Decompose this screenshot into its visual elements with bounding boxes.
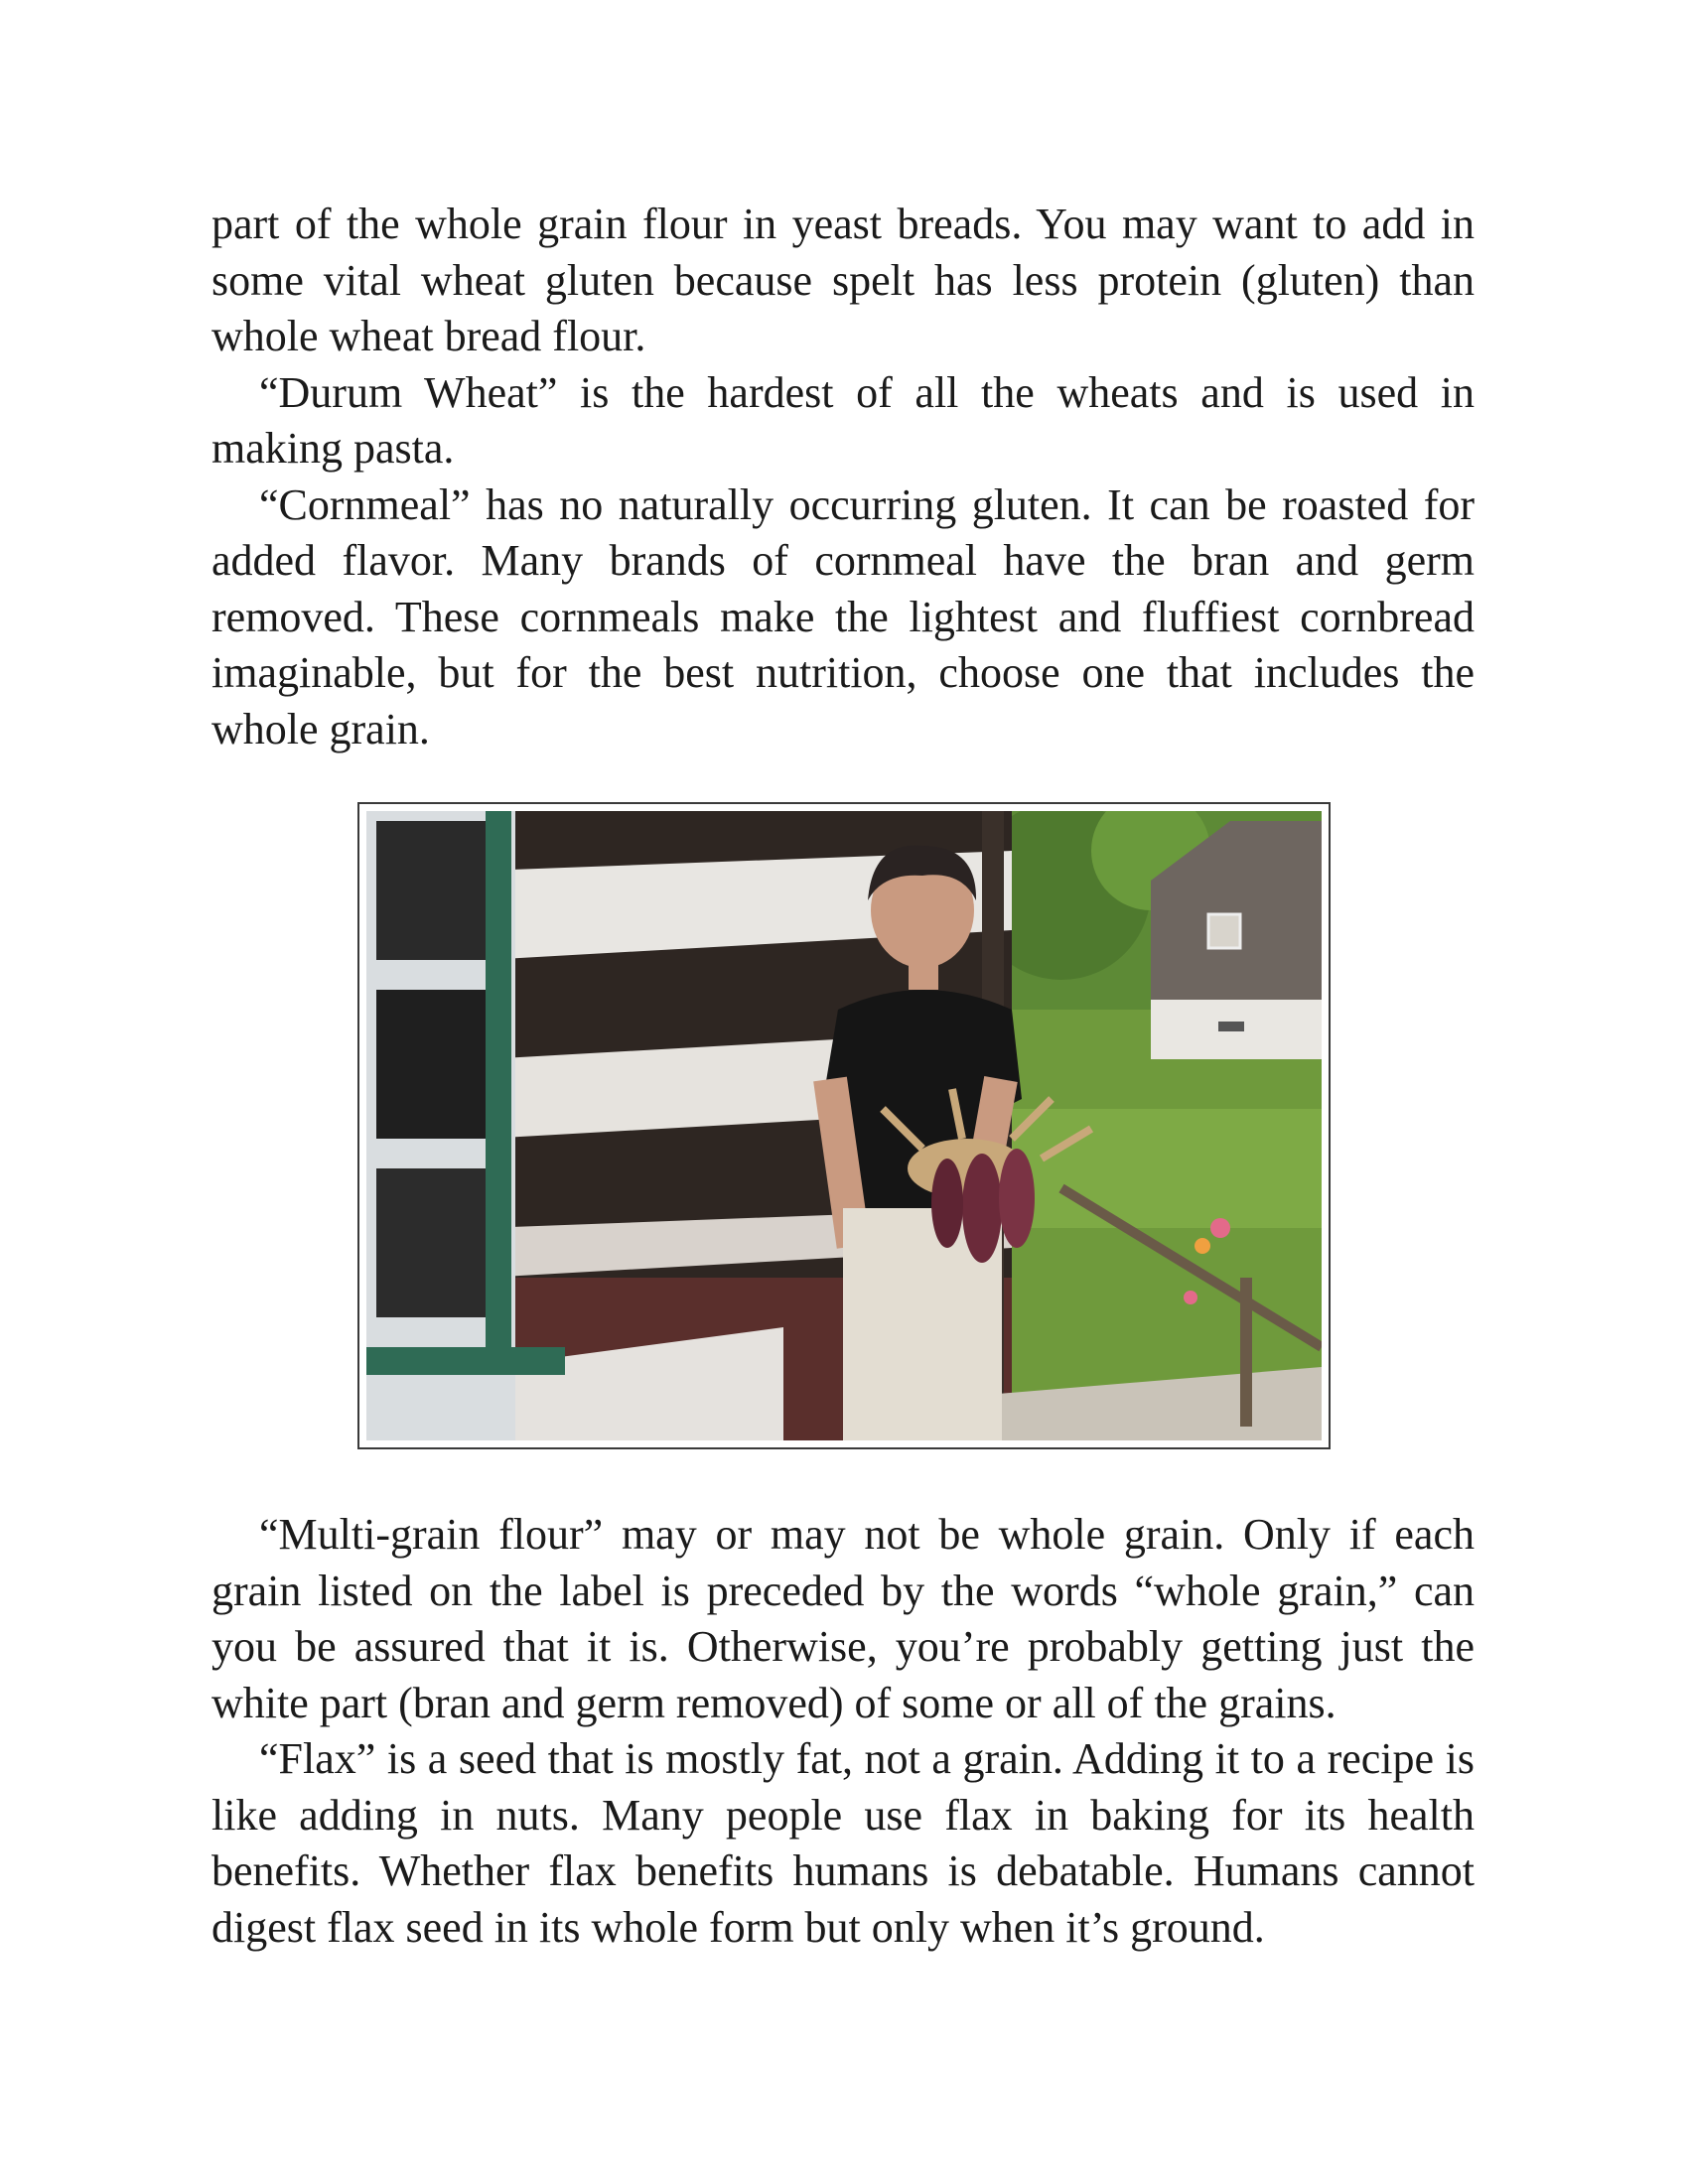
photo-woman-holding-corn bbox=[366, 811, 1322, 1440]
paragraph: “Durum Wheat” is the hardest of all the wheats and is used in making pasta. bbox=[211, 367, 1475, 473]
paragraph: “Flax” is a seed that is mostly fat, not a grain. Adding it to a recipe is like adding in nuts. Many people use flax in baking for its health benefits. Whether flax benefits humans is debatable. Humans cannot digest flax seed in its whole form but only when it’s ground. bbox=[211, 1734, 1475, 1952]
photo-frame bbox=[357, 802, 1331, 1449]
paragraph: part of the whole grain flour in yeast breads. You may want to add in some vital wheat gluten because spelt has less protein (gluten) than whole wheat bread flour. bbox=[211, 200, 1475, 360]
text-block-top bbox=[211, 197, 1475, 757]
paragraph: “Cornmeal” has no naturally occurring gluten. It can be roasted for added flavor. Many brands of cornmeal have the bran and germ removed. These cornmeals make the lightest and fluffiest cornbread imaginable, but for the best nutrition, choose one that includes the whole grain. bbox=[211, 479, 1475, 753]
text-block-bottom bbox=[211, 1507, 1475, 1956]
paragraph: “Multi-grain flour” may or may not be whole grain. Only if each grain listed on the label is preceded by the words “whole grain,” can you be assured that it is. Otherwise, you’re probably getting just the white part (bran and germ removed) of some or all of the grains. bbox=[211, 1510, 1475, 1727]
